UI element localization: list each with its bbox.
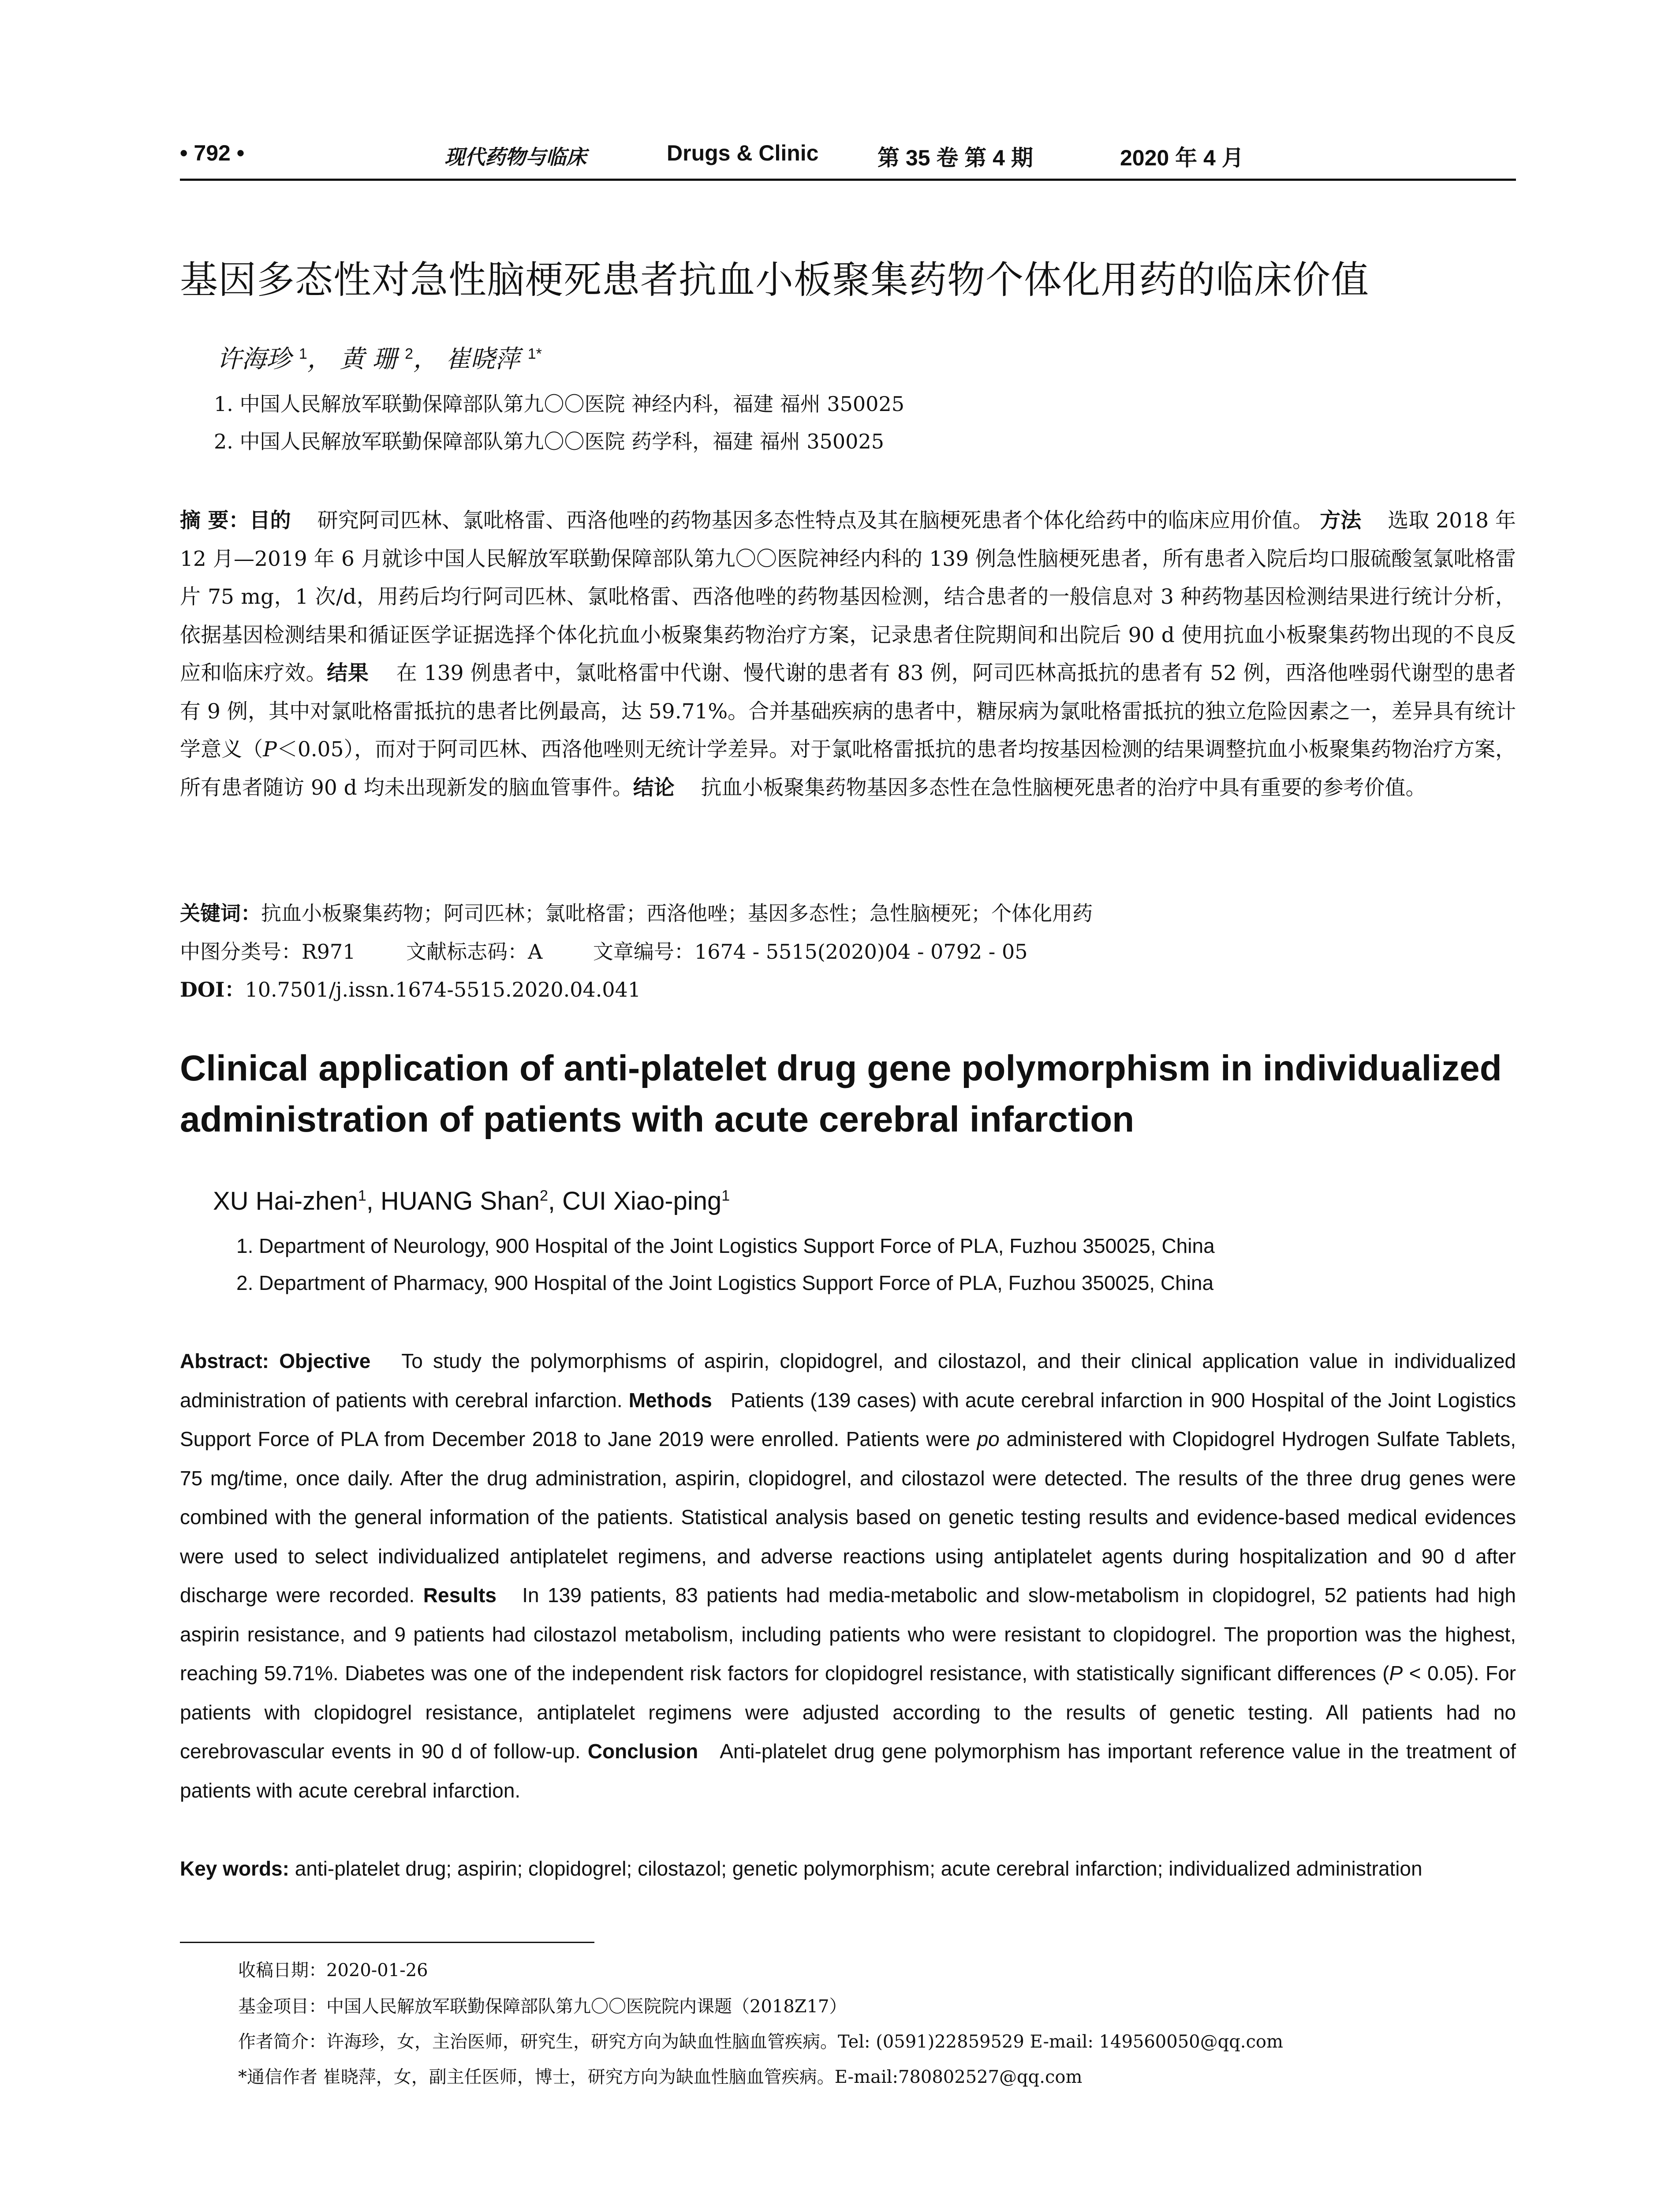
abstract-en [180,1342,1516,1810]
results-text: In 139 patients, 83 patients had media-metabolic and slow-metabolism in clopidogrel, 52 patients had high aspirin resistance, and 9 patients had cilostazol metabolism, including patients who were resistant to clopidogrel. The proportion was the highest, reaching 59.71%. Diabetes was one of the independent risk factors for clopidogrel resistance, with statistically significant differences ( [180,1584,1516,1685]
author-name: 崔晓萍 [445,345,520,374]
keywords-text: anti-platelet drug; aspirin; clopidogrel; cilostazol; genetic polymorphism; acute cerebral infarction; individualized administration [295,1857,1422,1880]
methods-text: 选取 2018 年 12 月—2019 年 6 月就诊中国人民解放军联勤保障部队第九〇〇医院神经内科的 139 例急性脑梗死患者，所有患者入院后均口服硫酸氢氯吡格雷片 75 mg，1 次/d，用药后均行阿司匹林、氯吡格雷、西洛他唑的药物基因检测，结合患者的一般信息对 3 种药物基因检测结果进行统计分析，依据基因检测结果和循证医学证据选择个体化抗血小板聚集药物治疗方案，记录患者住院期间和出院后 90 d 使用抗血小板聚集药物出现的不良反应和临床疗效。 [180,508,1516,685]
author-separator: ， [413,345,438,374]
author-name: 黄 珊 [340,345,397,374]
methods-text: Patients (139 cases) with acute cerebral infarction in 900 Hospital of the Joint Logistics Support Force of PLA from December 2018 to Jane 2019 were enrolled. Patients were [180,1388,1516,1450]
header-rule [180,179,1516,181]
author-list-cn [217,340,542,375]
p-value-symbol: P [1389,1662,1403,1685]
methods-text: administered with Clopidogrel Hydrogen Sulfate Tablets, 75 mg/time, once daily. After the drug administration, aspirin, clopidogrel, and cilostazol were detected. The results of the three drug genes were combined with the general information of the patients. Statistical analysis based on genetic testing results and evidence-based medical evidences were used to select individualized antiplatelet regimens, and adverse reactions using antiplatelet agents during hospitalization and 90 d after discharge were recorded. [180,1428,1516,1607]
objective-text: 研究阿司匹林、氯吡格雷、西洛他唑的药物基因多态性特点及其在脑梗死患者个体化给药中的临床应用价值。 [317,508,1314,533]
results-label: 结果 [327,661,369,685]
author-name: 许海珍 [217,345,291,374]
affiliation-en: 2. Department of Pharmacy, 900 Hospital of the Joint Logistics Support Force of PLA, Fuzhou 350025, China [236,1271,1214,1294]
author-affiliation-mark: 2 [405,345,414,363]
footnote-rule [180,1942,594,1943]
footnote-funding: 基金项目：中国人民解放军联勤保障部队第九〇〇医院院内课题（2018Z17） [238,1996,847,2017]
methods-label: Methods [628,1388,712,1412]
affiliation-en: 1. Department of Neurology, 900 Hospital of the Joint Logistics Support Force of PLA, Fuzhou 350025, China [236,1234,1215,1257]
results-text: < 0.05). For patients with clopidogrel resistance, antiplatelet regimens were adjusted according to the results of genetic testing. All patients had no cerebrovascular events in 90 d of follow-up. [180,1662,1516,1763]
p-value-symbol: P [263,737,277,762]
doi-label: DOI： [180,978,245,1002]
article-number: 文章编号：1674 - 5515(2020)04 - 0792 - 05 [593,940,1028,964]
volume-issue: 第 35 卷 第 4 期 [877,146,1033,170]
footnote-received-date: 收稿日期：2020-01-26 [238,1960,428,1981]
results-text: ＜0.05），而对于阿司匹林、西洛他唑则无统计学差异。对于氯吡格雷抵抗的患者均按基因检测的结果调整抗血小板聚集药物治疗方案，所有患者随访 90 d 均未出现新发的脑血管事件。 [180,737,1516,800]
conclusion-text: Anti-platelet drug gene polymorphism has important reference value in the treatment of patients with acute cerebral infarction. [180,1740,1516,1802]
abstract-label: Abstract: [180,1349,269,1372]
keywords-cn [180,897,1093,927]
author-name: XU Hai-zhen [213,1187,358,1215]
keywords-text: 抗血小板聚集药物；阿司匹林；氯吡格雷；西洛他唑；基因多态性；急性脑梗死；个体化用药 [261,901,1093,925]
document-code: 文献标志码：A [406,940,543,964]
objective-label: 目的 [249,508,291,533]
author-separator: ， [307,345,332,374]
keywords-en [180,1849,1516,1888]
author-affiliation-mark: 2 [540,1187,548,1204]
results-text: 在 139 例患者中，氯吡格雷中代谢、慢代谢的患者有 83 例，阿司匹林高抵抗的患者有 52 例，西洛他唑弱代谢型的患者有 9 例，其中对氯吡格雷抵抗的患者比例最高，达 59.71%。合并基础疾病的患者中，糖尿病为氯吡格雷抵抗的独立危险因素之一，差异具有统计学意义（ [180,661,1516,762]
doi-line [180,974,641,1003]
author-affiliation-mark: 1 [721,1187,730,1204]
author-separator: , [366,1187,381,1215]
methods-label: 方法 [1320,508,1362,533]
conclusion-text: 抗血小板聚集药物基因多态性在急性脑梗死患者的治疗中具有重要的参考价值。 [701,775,1426,800]
journal-name-cn: 现代药物与临床 [444,145,586,169]
keywords-label: 关键词： [180,901,261,925]
author-name: CUI Xiao-ping [562,1187,722,1215]
author-name: HUANG Shan [380,1187,540,1215]
classification-info [180,936,1072,965]
footnote-author-bio: 作者简介：许海珍，女，主治医师，研究生，研究方向为缺血性脑血管疾病。Tel: (0591)22859529 E-mail: 149560050@qq.com [238,2032,1283,2052]
affiliation-cn: 1. 中国人民解放军联勤保障部队第九〇〇医院 神经内科，福建 福州 350025 [214,392,904,416]
abstract-cn [180,502,1516,807]
results-label: Results [423,1584,497,1607]
abstract-label: 摘 要： [180,508,250,533]
keywords-label: Key words: [180,1857,289,1880]
conclusion-label: 结论 [633,775,675,800]
issue-date: 2020 年 4 月 [1120,146,1244,170]
objective-text: To study the polymorphisms of aspirin, clopidogrel, and cilostazol, and their clinical application value in individualized administration of patients with cerebral infarction. [180,1349,1516,1412]
author-separator: , [548,1187,563,1215]
journal-name-en: Drugs & Clinic [667,141,819,165]
author-affiliation-mark: 1 [299,345,307,363]
doi-value[interactable]: 10.7501/j.issn.1674-5515.2020.04.041 [245,978,641,1002]
article-title-cn: 基因多态性对急性脑梗死患者抗血小板聚集药物个体化用药的临床价值 [180,258,1369,302]
author-affiliation-mark: 1 [358,1187,366,1204]
objective-label: Objective [279,1349,371,1372]
affiliation-cn: 2. 中国人民解放军联勤保障部队第九〇〇医院 药学科，福建 福州 350025 [214,430,884,453]
conclusion-label: Conclusion [587,1740,698,1763]
clc-number: 中图分类号：R971 [180,940,356,964]
article-title-en: Clinical application of anti-platelet drug gene polymorphism in individualized administration of patients with acute cerebral infarction [180,1048,1502,1140]
footnote-corresponding-author: *通信作者 崔晓萍，女，副主任医师，博士，研究方向为缺血性脑血管疾病。E-mail:780802527@qq.com [238,2067,1083,2087]
page-number: • 792 • [180,141,245,165]
author-affiliation-mark: 1* [527,345,542,363]
po-abbreviation: po [977,1428,1000,1450]
author-list-en [213,1186,730,1216]
